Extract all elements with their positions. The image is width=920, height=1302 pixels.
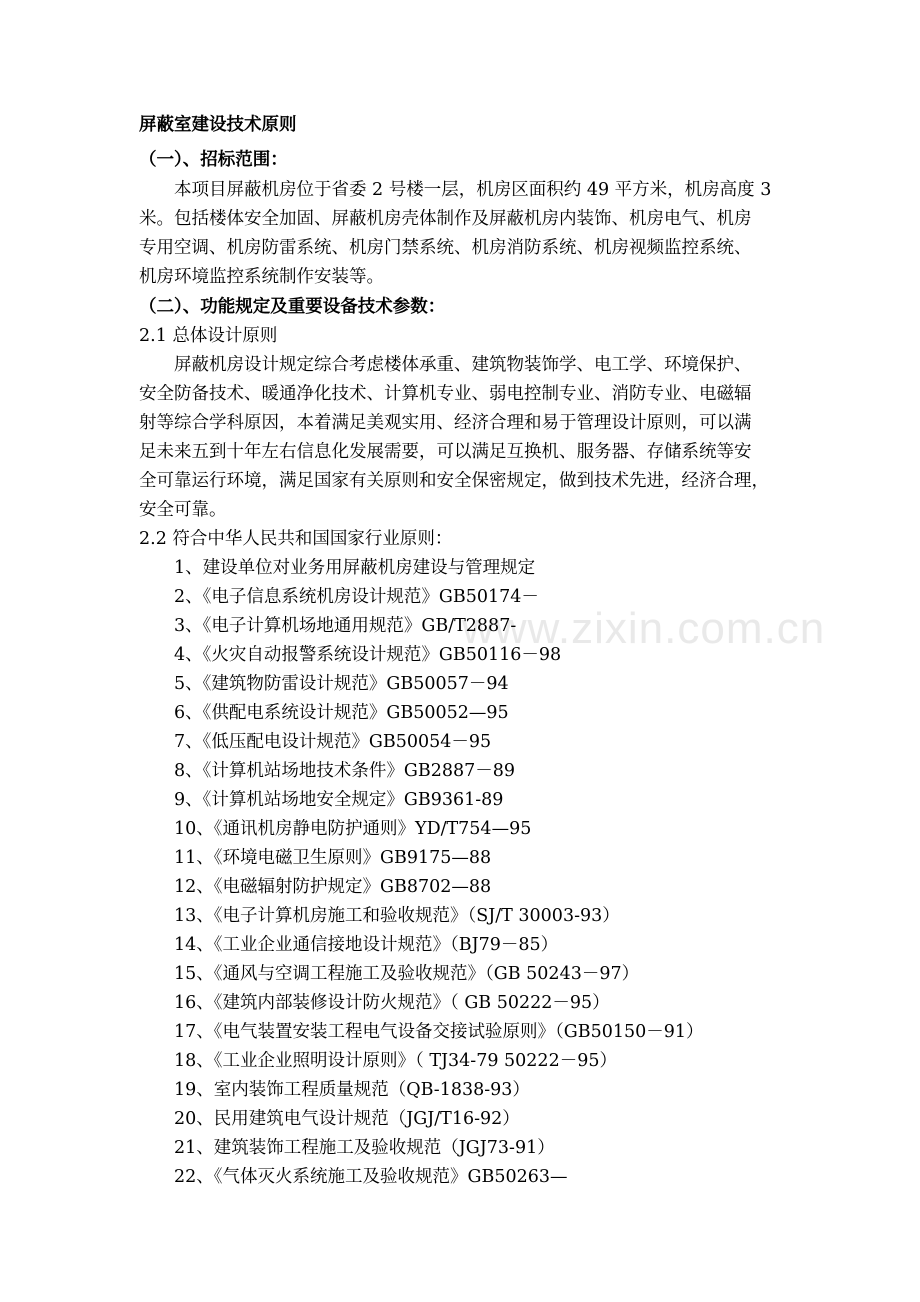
paragraph-line: 射等综合学科原因，本着满足美观实用、经济合理和易于管理设计原则，可以满 xyxy=(139,413,752,433)
list-item: 6、《供配电系统设计规范》GB50052—95 xyxy=(174,703,509,723)
watermark: www.zixin.com.cn xyxy=(462,604,826,653)
subsection-heading-design-principles: 2.1 总体设计原则 xyxy=(139,326,278,346)
section-heading-scope: （一）、招标范围： xyxy=(139,150,288,170)
list-item: 8、《计算机站场地技术条件》GB2887－89 xyxy=(174,761,516,781)
paragraph-line: 米。包括楼体安全加固、屏蔽机房壳体制作及屏蔽机房内装饰、机房电气、机房 xyxy=(139,209,752,229)
list-item: 14、《工业企业通信接地设计规范》（BJ79－85） xyxy=(174,935,559,955)
section-heading-requirements: （二）、功能规定及重要设备技术参数： xyxy=(139,297,446,317)
document-title: 屏蔽室建设技术原则 xyxy=(139,115,297,135)
list-item: 13、《电子计算机房施工和验收规范》（SJ/T 30003-93） xyxy=(174,906,620,926)
paragraph-line: 全可靠运行环境，满足国家有关原则和安全保密规定，做到技术先进，经济合理， xyxy=(139,471,769,491)
paragraph-line: 屏蔽机房设计规定综合考虑楼体承重、建筑物装饰学、电工学、环境保护、 xyxy=(174,355,752,375)
list-item: 20、民用建筑电气设计规范（JGJ/T16-92） xyxy=(174,1109,520,1129)
paragraph-line: 机房环境监控系统制作安装等。 xyxy=(139,267,384,287)
list-item: 19、室内装饰工程质量规范（QB-1838-93） xyxy=(174,1080,530,1100)
list-item: 15、《通风与空调工程施工及验收规范》（GB 50243－97） xyxy=(174,964,640,984)
list-item: 17、《电气装置安装工程电气设备交接试验原则》（GB50150－91） xyxy=(174,1022,704,1042)
list-item: 18、《工业企业照明设计原则》（ TJ34-79 50222－95） xyxy=(174,1051,617,1071)
paragraph-line: 足未来五到十年左右信息化发展需要，可以满足互换机、服务器、存储系统等安 xyxy=(139,442,752,462)
list-item: 2、《电子信息系统机房设计规范》GB50174－ xyxy=(174,587,539,607)
list-item: 21、建筑装饰工程施工及验收规范（JGJ73-91） xyxy=(174,1138,555,1158)
list-item: 22、《气体灭火系统施工及验收规范》GB50263— xyxy=(174,1167,568,1187)
list-item: 3、《电子计算机场地通用规范》GB/T2887- xyxy=(174,616,517,636)
paragraph-line: 安全防备技术、暖通净化技术、计算机专业、弱电控制专业、消防专业、电磁辐 xyxy=(139,384,752,404)
subsection-heading-standards: 2.2 符合中华人民共和国国家行业原则： xyxy=(139,529,453,549)
list-item: 7、《低压配电设计规范》GB50054－95 xyxy=(174,732,492,752)
paragraph-line: 专用空调、机房防雷系统、机房门禁系统、机房消防系统、机房视频监控系统、 xyxy=(139,238,752,258)
list-item: 9、《计算机站场地安全规定》GB9361-89 xyxy=(174,790,504,810)
list-item: 16、《建筑内部装修设计防火规范》（ GB 50222－95） xyxy=(174,993,610,1013)
list-item: 11、《环境电磁卫生原则》GB9175—88 xyxy=(174,848,492,868)
list-item: 4、《火灾自动报警系统设计规范》GB50116－98 xyxy=(174,645,562,665)
list-item: 10、《通讯机房静电防护通则》YD/T754—95 xyxy=(174,819,532,839)
list-item: 1、建设单位对业务用屏蔽机房建设与管理规定 xyxy=(174,558,536,578)
list-item: 12、《电磁辐射防护规定》GB8702—88 xyxy=(174,877,492,897)
paragraph-line: 安全可靠。 xyxy=(139,500,227,520)
list-item: 5、《建筑物防雷设计规范》GB50057－94 xyxy=(174,674,509,694)
paragraph-line: 本项目屏蔽机房位于省委 2 号楼一层，机房区面积约 49 平方米，机房高度 3 xyxy=(174,180,772,200)
